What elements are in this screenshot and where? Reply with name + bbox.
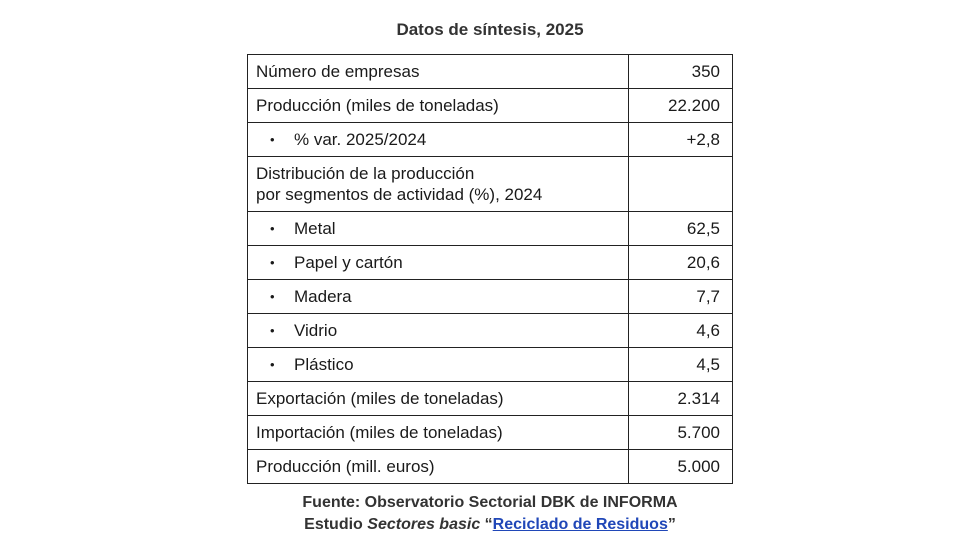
source-series-name: Sectores basic [367,516,481,533]
bullet-icon: • [270,323,275,338]
synthesis-table [247,54,733,484]
row-value: 4,6 [628,314,732,348]
row-label [248,348,629,382]
row-label-text: Madera [294,287,352,306]
row-label [248,314,629,348]
table-title: Datos de síntesis, 2025 [396,20,584,39]
table-row [248,450,733,484]
table-row [248,382,733,416]
row-value: 2.314 [628,382,732,416]
row-label-text: % var. 2025/2024 [294,130,427,149]
row-label: Producción (mill. euros) [248,450,629,484]
row-value: 350 [628,55,732,89]
row-value: 20,6 [628,246,732,280]
bullet-icon: • [270,132,275,147]
bullet-icon: • [270,357,275,372]
table-row [248,416,733,450]
row-label: Producción (miles de toneladas) [248,89,629,123]
row-label [248,212,629,246]
row-label-text: Metal [294,219,336,238]
bullet-icon: • [270,255,275,270]
close-quote: ” [667,516,676,533]
table-row [248,280,733,314]
table-row [248,246,733,280]
row-label: Número de empresas [248,55,629,89]
table-row [248,348,733,382]
table-row [248,212,733,246]
row-label-line2: por segmentos de actividad (%), 2024 [256,185,543,204]
row-value: 7,7 [628,280,732,314]
row-label-line1: Distribución de la producción [256,164,475,183]
table-row [248,55,733,89]
table-row [248,157,733,212]
row-label [248,246,629,280]
row-label-text: Papel y cartón [294,253,403,272]
row-value: 5.700 [628,416,732,450]
row-value: 5.000 [628,450,732,484]
bullet-icon: • [270,289,275,304]
source-line-1: Fuente: Observatorio Sectorial DBK de INFORMA [302,494,678,511]
row-value: 62,5 [628,212,732,246]
row-label-text: Plástico [294,355,354,374]
row-label: Importación (miles de toneladas) [248,416,629,450]
source-note [0,492,980,536]
table-row [248,314,733,348]
study-link[interactable]: Reciclado de Residuos [492,516,668,533]
table-row [248,89,733,123]
row-label: Exportación (miles de toneladas) [248,382,629,416]
bullet-icon: • [270,221,275,236]
source-prefix: Estudio [304,516,368,533]
row-value: +2,8 [628,123,732,157]
open-quote: “ [480,516,493,533]
table-row [248,123,733,157]
source-line-2 [0,514,980,536]
row-label [248,123,629,157]
row-value: 4,5 [628,348,732,382]
row-value [628,157,732,212]
row-value: 22.200 [628,89,732,123]
row-label [248,280,629,314]
row-label-text: Vidrio [294,321,338,340]
row-label [248,157,629,212]
